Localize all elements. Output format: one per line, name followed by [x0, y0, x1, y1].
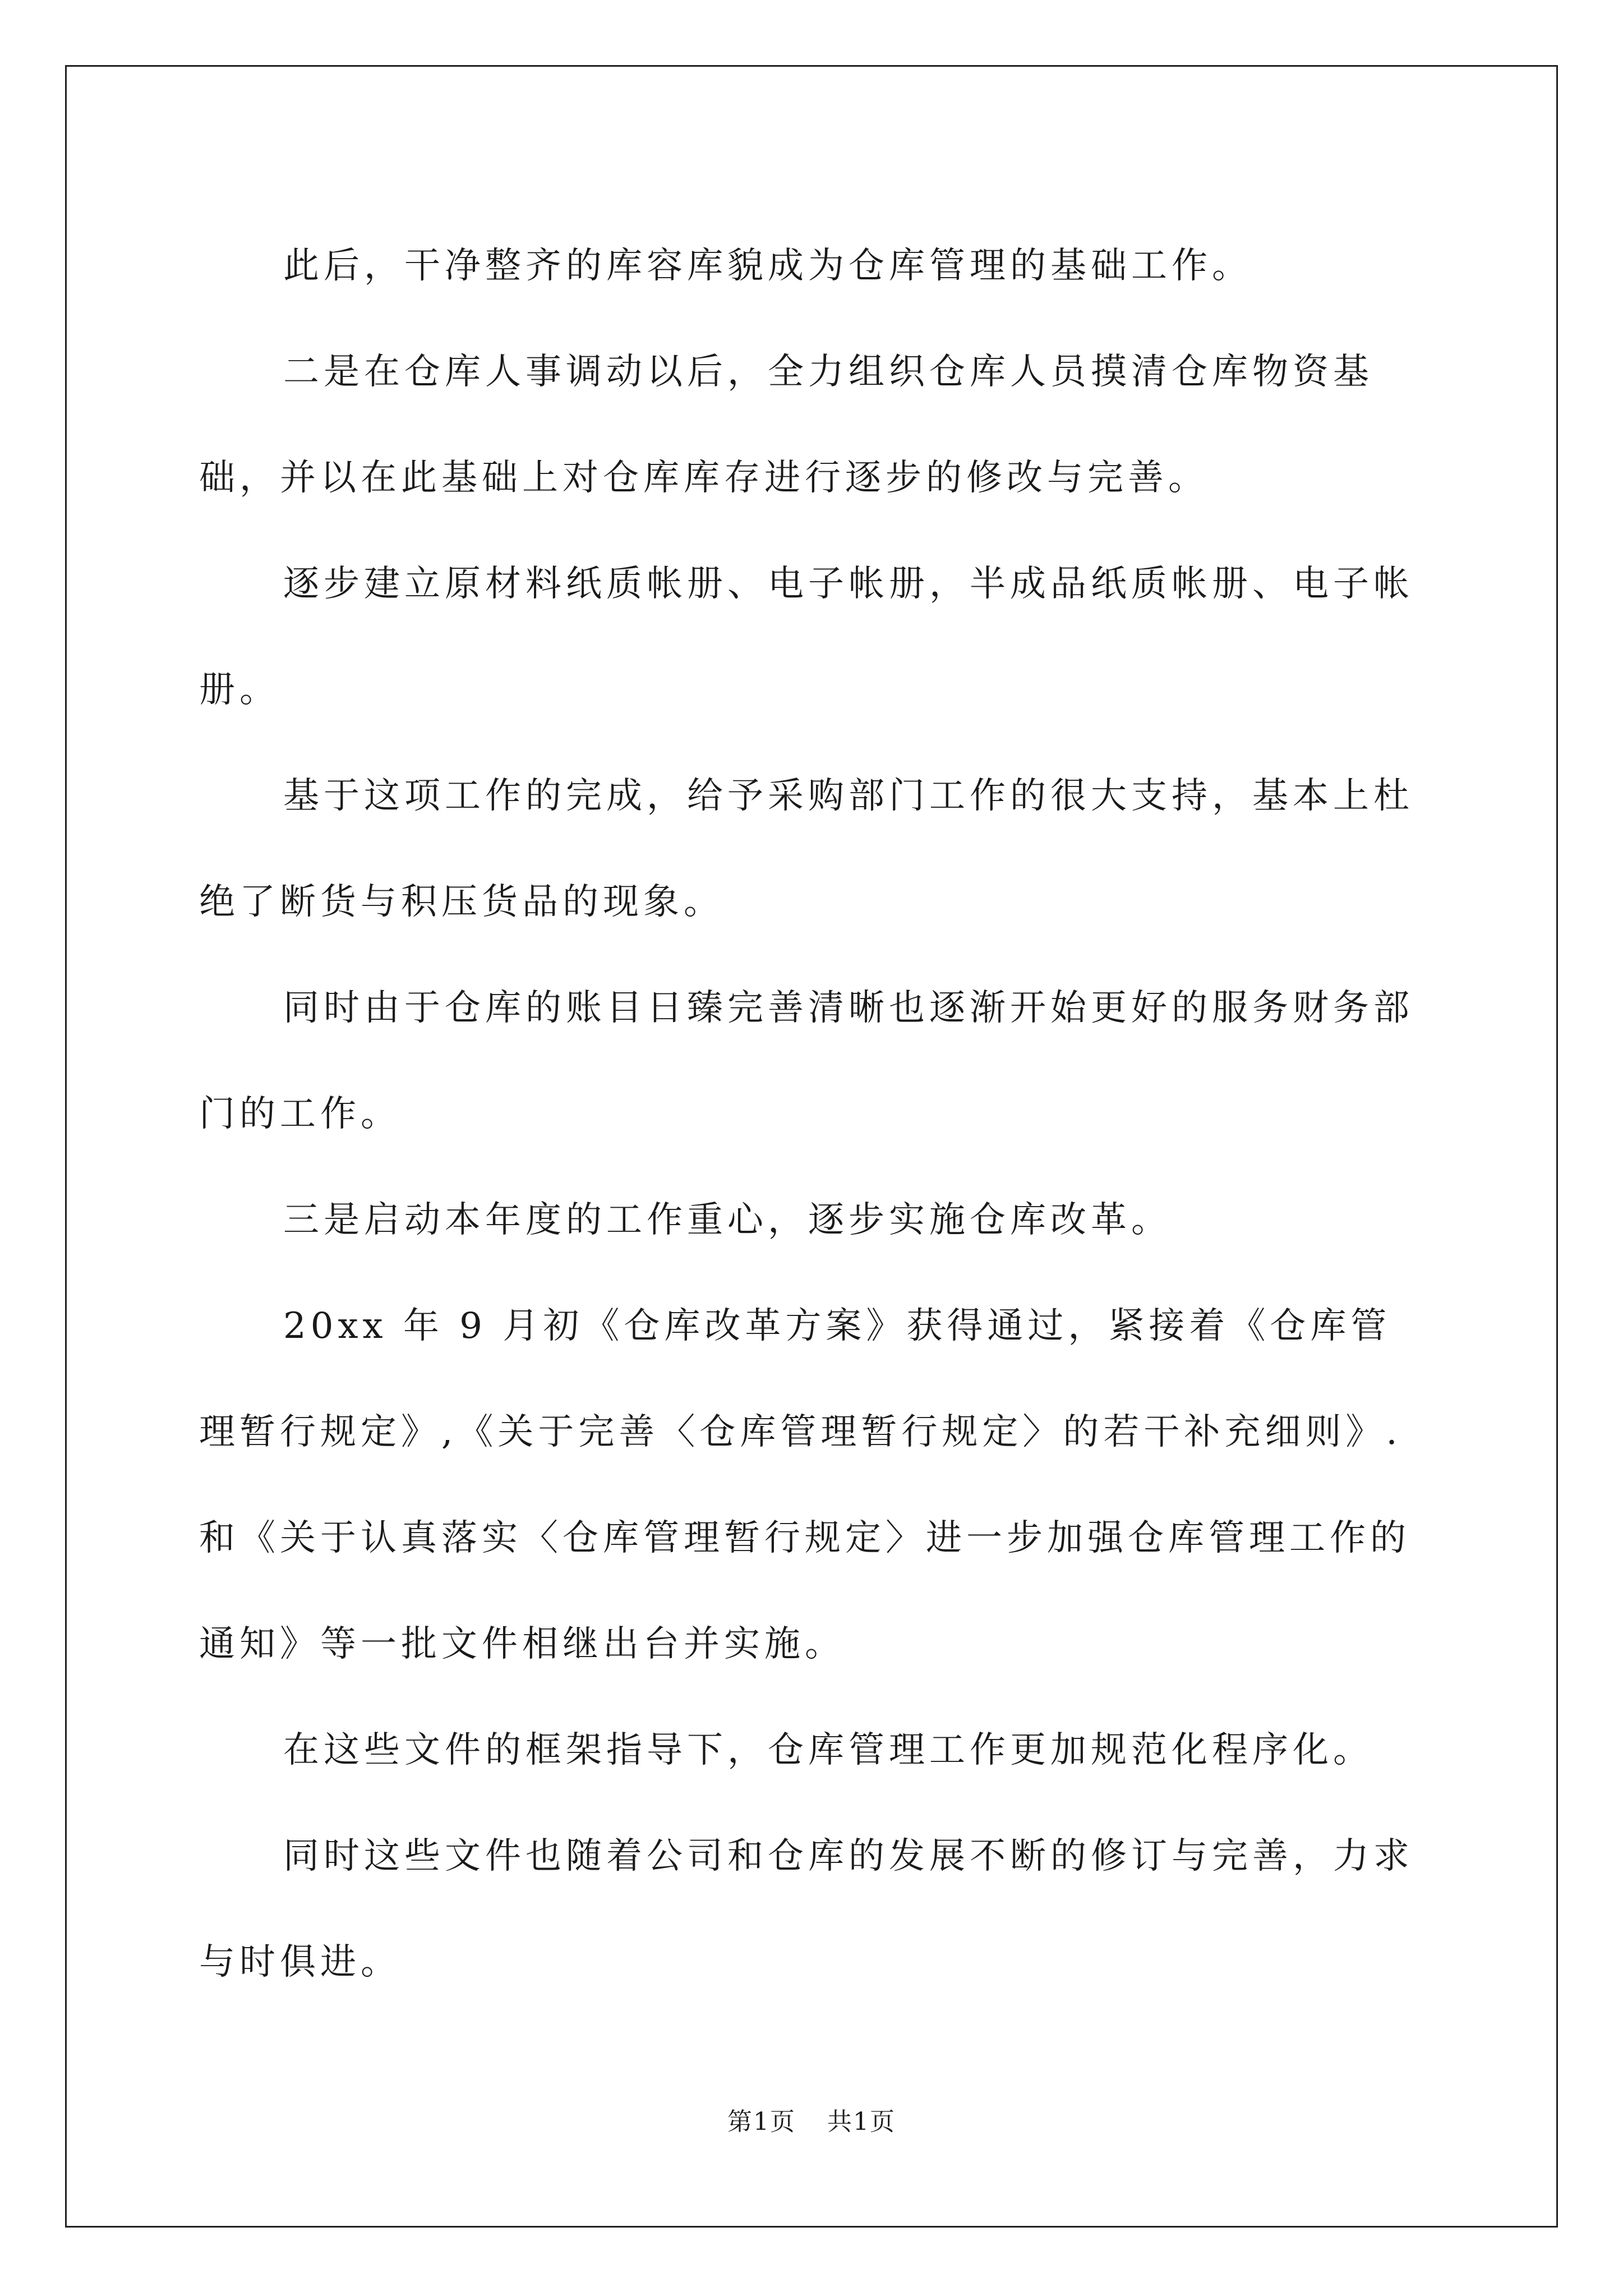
page-count: 共1页: [827, 2108, 896, 2136]
document-body: [199, 213, 1427, 2016]
paragraph: 二是在仓库人事调动以后，全力组织仓库人员摸清仓库物资基础，并以在此基础上对仓库库存进行逐步的修改与完善。: [199, 351, 1373, 499]
paragraph: 逐步建立原材料纸质帐册、电子帐册，半成品纸质帐册、电子帐册。: [199, 563, 1414, 711]
paragraph: 此后，干净整齐的库容库貌成为仓库管理的基础工作。: [283, 245, 1252, 287]
paragraph: 同时由于仓库的账目日臻完善清晰也逐渐开始更好的服务财务部门的工作。: [199, 987, 1414, 1135]
page-footer: [0, 2105, 1623, 2139]
paragraph: 在这些文件的框架指导下，仓库管理工作更加规范化程序化。: [283, 1729, 1373, 1771]
paragraph: 20xx 年 9 月初《仓库改革方案》获得通过，紧接着《仓库管理暂行规定》,《关于完善〈仓库管理暂行规定〉的若干补充细则》.和《关于认真落实〈仓库管理暂行规定〉进一步加强仓库管理工作的通知》等一批文件相继出台并实施。: [199, 1305, 1410, 1665]
paragraph: 三是启动本年度的工作重心，逐步实施仓库改革。: [283, 1199, 1172, 1241]
paragraph: 同时这些文件也随着公司和仓库的发展不断的修订与完善，力求与时俱进。: [199, 1835, 1414, 1983]
paragraph: 基于这项工作的完成，给予采购部门工作的很大支持，基本上杜绝了断货与积压货品的现象。: [199, 775, 1414, 923]
page-number: 第1页: [727, 2108, 796, 2136]
